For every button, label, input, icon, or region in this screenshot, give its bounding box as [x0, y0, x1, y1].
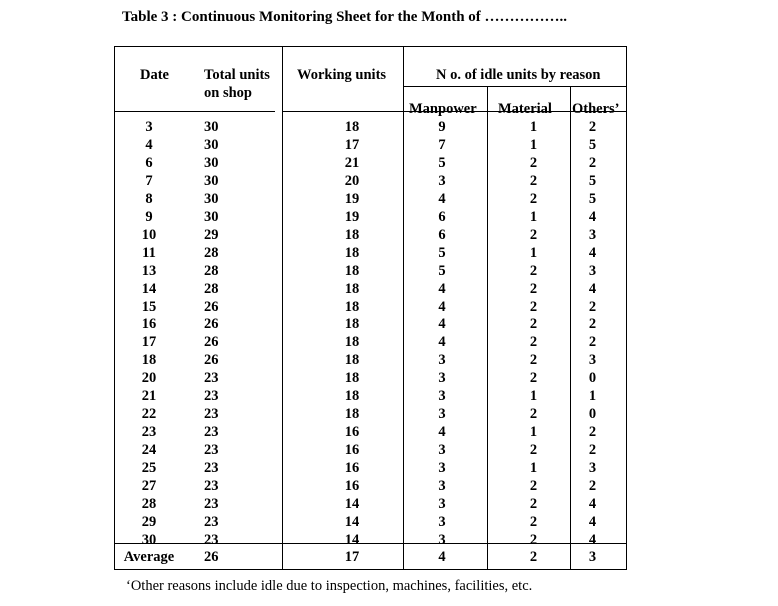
header-others: Others’ — [572, 101, 620, 117]
cell-manpower: 3 — [438, 370, 446, 386]
header-material: Material — [498, 101, 552, 117]
cell-material: 2 — [529, 532, 538, 548]
average-total: 26 — [204, 549, 219, 565]
cell-working-units: 16 — [344, 478, 360, 494]
average-working: 17 — [344, 549, 360, 565]
cell-manpower: 4 — [438, 299, 446, 315]
cell-date: 8 — [145, 191, 153, 207]
cell-total-units: 28 — [204, 281, 219, 297]
average-others: 3 — [588, 549, 597, 565]
cell-working-units: 18 — [344, 263, 360, 279]
cell-date: 10 — [141, 227, 157, 243]
idle-group-underline — [403, 86, 627, 87]
cell-material: 2 — [529, 406, 538, 422]
cell-total-units: 26 — [204, 352, 219, 368]
cell-others: 1 — [588, 388, 597, 404]
cell-manpower: 5 — [438, 155, 446, 171]
cell-total-units: 23 — [204, 532, 219, 548]
cell-others: 2 — [588, 299, 597, 315]
cell-material: 2 — [529, 263, 538, 279]
cell-date: 25 — [141, 460, 157, 476]
header-total-units: Total units — [204, 67, 270, 83]
cell-date: 14 — [141, 281, 157, 297]
cell-manpower: 3 — [438, 352, 446, 368]
cell-working-units: 16 — [344, 460, 360, 476]
cell-material: 2 — [529, 281, 538, 297]
cell-material: 2 — [529, 496, 538, 512]
cell-working-units: 17 — [344, 137, 360, 153]
cell-total-units: 30 — [204, 173, 219, 189]
cell-material: 2 — [529, 514, 538, 530]
cell-material: 2 — [529, 299, 538, 315]
header-date: Date — [140, 67, 169, 83]
header-manpower: Manpower — [409, 101, 477, 117]
average-label: Average — [123, 549, 175, 565]
cell-manpower: 4 — [438, 334, 446, 350]
cell-date: 11 — [142, 245, 156, 261]
cell-material: 1 — [529, 119, 538, 135]
cell-others: 4 — [588, 496, 597, 512]
cell-total-units: 23 — [204, 496, 219, 512]
cell-working-units: 18 — [344, 388, 360, 404]
cell-material: 2 — [529, 316, 538, 332]
cell-total-units: 23 — [204, 370, 219, 386]
cell-material: 2 — [529, 478, 538, 494]
cell-others: 5 — [588, 191, 597, 207]
cell-others: 2 — [588, 442, 597, 458]
cell-date: 20 — [141, 370, 157, 386]
cell-working-units: 16 — [344, 424, 360, 440]
cell-others: 0 — [588, 370, 597, 386]
cell-working-units: 19 — [344, 209, 360, 225]
cell-date: 22 — [141, 406, 157, 422]
cell-material: 2 — [529, 442, 538, 458]
header-idle-units-by-reason: N o. of idle units by reason — [436, 67, 601, 83]
cell-working-units: 14 — [344, 514, 360, 530]
cell-working-units: 18 — [344, 119, 360, 135]
cell-working-units: 20 — [344, 173, 360, 189]
average-manpower: 4 — [438, 549, 446, 565]
cell-date: 4 — [145, 137, 153, 153]
cell-others: 4 — [588, 281, 597, 297]
cell-total-units: 23 — [204, 478, 219, 494]
cell-total-units: 30 — [204, 191, 219, 207]
cell-manpower: 3 — [438, 478, 446, 494]
cell-manpower: 7 — [438, 137, 446, 153]
header-working-units: Working units — [297, 67, 387, 83]
cell-date: 29 — [141, 514, 157, 530]
cell-working-units: 18 — [344, 281, 360, 297]
cell-manpower: 3 — [438, 388, 446, 404]
cell-manpower: 5 — [438, 263, 446, 279]
cell-total-units: 26 — [204, 316, 219, 332]
cell-date: 13 — [141, 263, 157, 279]
cell-total-units: 30 — [204, 209, 219, 225]
cell-working-units: 18 — [344, 316, 360, 332]
cell-date: 28 — [141, 496, 157, 512]
cell-manpower: 3 — [438, 406, 446, 422]
cell-material: 2 — [529, 155, 538, 171]
cell-others: 4 — [588, 209, 597, 225]
cell-total-units: 23 — [204, 442, 219, 458]
cell-others: 0 — [588, 406, 597, 422]
cell-total-units: 26 — [204, 299, 219, 315]
cell-manpower: 6 — [438, 227, 446, 243]
cell-total-units: 23 — [204, 424, 219, 440]
cell-working-units: 14 — [344, 532, 360, 548]
cell-others: 5 — [588, 173, 597, 189]
cell-others: 3 — [588, 352, 597, 368]
cell-others: 4 — [588, 532, 597, 548]
cell-manpower: 4 — [438, 424, 446, 440]
footnote: ‘Other reasons include idle due to inspection, machines, facilities, etc. — [126, 578, 533, 594]
cell-manpower: 4 — [438, 281, 446, 297]
cell-date: 9 — [145, 209, 153, 225]
table-title: Table 3 : Continuous Monitoring Sheet for the Month of …………….. — [122, 9, 568, 25]
cell-material: 2 — [529, 191, 538, 207]
cell-material: 2 — [529, 370, 538, 386]
cell-manpower: 3 — [438, 442, 446, 458]
cell-others: 2 — [588, 424, 597, 440]
cell-working-units: 19 — [344, 191, 360, 207]
cell-manpower: 3 — [438, 532, 446, 548]
cell-others: 3 — [588, 460, 597, 476]
cell-date: 24 — [141, 442, 157, 458]
cell-others: 2 — [588, 316, 597, 332]
cell-manpower: 3 — [438, 496, 446, 512]
cell-working-units: 18 — [344, 245, 360, 261]
cell-others: 4 — [588, 245, 597, 261]
cell-total-units: 30 — [204, 137, 219, 153]
cell-total-units: 23 — [204, 514, 219, 530]
cell-working-units: 18 — [344, 299, 360, 315]
cell-others: 3 — [588, 227, 597, 243]
cell-working-units: 16 — [344, 442, 360, 458]
cell-manpower: 5 — [438, 245, 446, 261]
cell-material: 2 — [529, 352, 538, 368]
cell-others: 3 — [588, 263, 597, 279]
cell-manpower: 4 — [438, 191, 446, 207]
cell-material: 1 — [529, 424, 538, 440]
cell-total-units: 30 — [204, 155, 219, 171]
cell-total-units: 23 — [204, 388, 219, 404]
cell-total-units: 30 — [204, 119, 219, 135]
cell-total-units: 23 — [204, 406, 219, 422]
cell-date: 7 — [145, 173, 153, 189]
cell-working-units: 18 — [344, 227, 360, 243]
cell-total-units: 29 — [204, 227, 219, 243]
cell-date: 18 — [141, 352, 157, 368]
cell-date: 16 — [141, 316, 157, 332]
cell-manpower: 9 — [438, 119, 446, 135]
cell-date: 21 — [141, 388, 157, 404]
cell-manpower: 4 — [438, 316, 446, 332]
cell-date: 6 — [145, 155, 153, 171]
header-on-shop: on shop — [204, 85, 252, 101]
average-material: 2 — [529, 549, 538, 565]
cell-total-units: 28 — [204, 245, 219, 261]
cell-working-units: 18 — [344, 334, 360, 350]
cell-working-units: 18 — [344, 370, 360, 386]
cell-manpower: 3 — [438, 514, 446, 530]
cell-material: 2 — [529, 173, 538, 189]
cell-total-units: 28 — [204, 263, 219, 279]
cell-material: 1 — [529, 388, 538, 404]
cell-date: 17 — [141, 334, 157, 350]
cell-date: 3 — [145, 119, 153, 135]
cell-others: 2 — [588, 334, 597, 350]
cell-manpower: 3 — [438, 460, 446, 476]
cell-date: 23 — [141, 424, 157, 440]
cell-working-units: 18 — [344, 352, 360, 368]
cell-working-units: 14 — [344, 496, 360, 512]
cell-date: 15 — [141, 299, 157, 315]
cell-total-units: 26 — [204, 334, 219, 350]
cell-others: 2 — [588, 119, 597, 135]
cell-manpower: 6 — [438, 209, 446, 225]
cell-material: 2 — [529, 227, 538, 243]
cell-working-units: 21 — [344, 155, 360, 171]
cell-date: 30 — [141, 532, 157, 548]
cell-working-units: 18 — [344, 406, 360, 422]
cell-total-units: 23 — [204, 460, 219, 476]
cell-material: 1 — [529, 209, 538, 225]
cell-material: 1 — [529, 460, 538, 476]
cell-others: 5 — [588, 137, 597, 153]
cell-material: 1 — [529, 137, 538, 153]
cell-others: 4 — [588, 514, 597, 530]
cell-others: 2 — [588, 155, 597, 171]
cell-material: 2 — [529, 334, 538, 350]
cell-material: 1 — [529, 245, 538, 261]
cell-others: 2 — [588, 478, 597, 494]
cell-manpower: 3 — [438, 173, 446, 189]
header-underline — [114, 111, 275, 112]
cell-date: 27 — [141, 478, 157, 494]
